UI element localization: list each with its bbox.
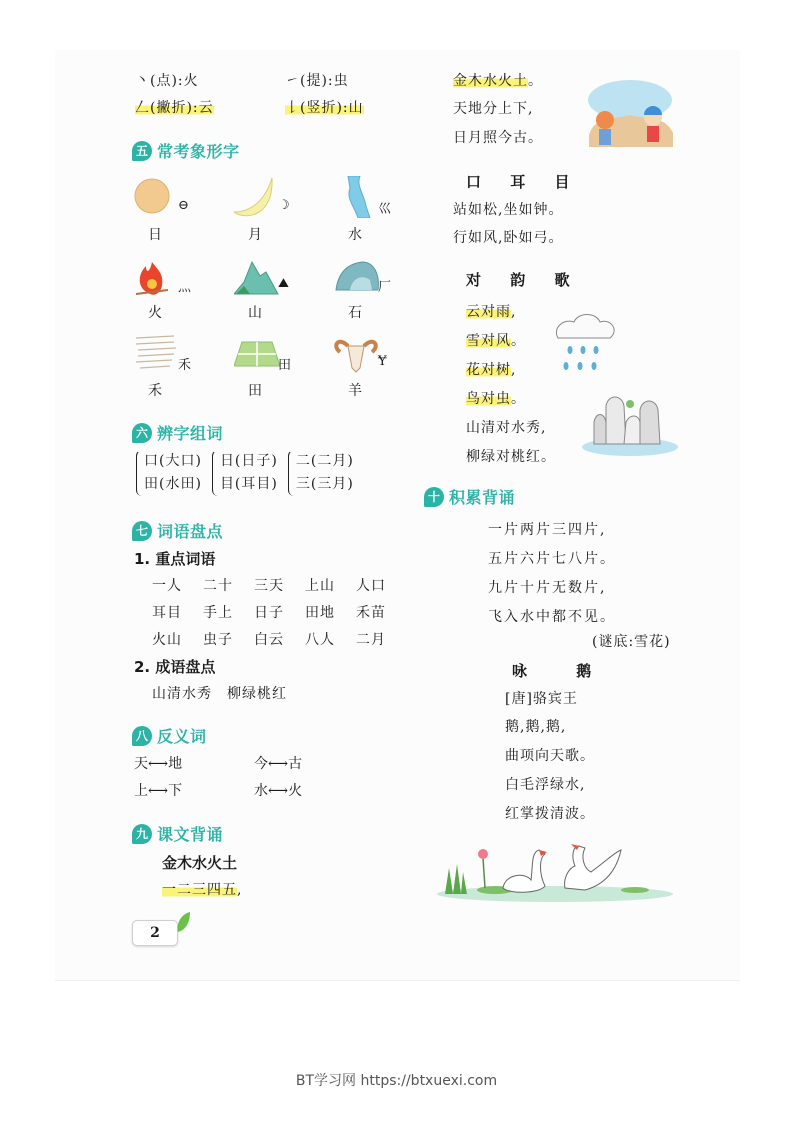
poem3-lines: 云对雨, 雪对风。 花对树, 鸟对虫。 山清对水秀, 柳绿对桃红。: [466, 304, 556, 465]
riddle-answer: (谜底:雪花): [592, 634, 671, 650]
pictograph-item: 巛 水: [330, 176, 430, 248]
word-group: 日(日子) 目(耳目): [212, 450, 278, 496]
poem-line: 站如松,坐如钟。: [453, 202, 564, 218]
poem2-title: 口 耳 目: [466, 173, 582, 191]
pictograph-item: 灬 火: [130, 254, 230, 326]
section-number-icon: 五: [132, 141, 152, 161]
section-header-antonyms: 八 反义词: [132, 724, 207, 747]
children-playing-illustration: [585, 75, 675, 160]
word-group-list: [136, 450, 364, 496]
stone-icon: [334, 254, 380, 296]
section-number-icon: 九: [132, 824, 152, 844]
pictograph-item: Ɏ 羊: [330, 332, 430, 404]
pictograph-item: 厂 石: [330, 254, 430, 326]
pictograph-grid: [130, 176, 430, 404]
poem-author: [唐]骆宾王: [505, 691, 578, 707]
mountain-water-illustration: [580, 392, 680, 457]
word-row: 火山 虫子 白云 八人 二月: [152, 632, 386, 648]
grain-icon: [134, 332, 180, 374]
word-row: 一人 二十 三天 上山 人口: [152, 578, 386, 594]
leaf-icon: [176, 912, 192, 934]
section-header-accumulation: 十 积累背诵: [424, 485, 515, 508]
word-group: 口(大口) 田(水田): [136, 450, 202, 496]
section-number-icon: 六: [132, 423, 152, 443]
antonym-row: 天⟷地 今⟷古: [134, 756, 303, 772]
antonym-list: [134, 751, 374, 805]
water-icon: [334, 176, 380, 218]
fire-icon: [134, 254, 180, 296]
mountain-icon: [234, 254, 280, 296]
page-number: 2: [132, 920, 178, 946]
site-footer: BT学习网 https://btxuexi.com: [295, 1073, 498, 1089]
poem-line: 一二三四五,: [162, 882, 243, 898]
field-icon: [234, 332, 280, 374]
antonym-row: 上⟷下 水⟷火: [134, 783, 303, 799]
geese-illustration: [435, 838, 680, 903]
poem-title: 金木水火土: [162, 854, 238, 872]
rain-cloud-illustration: [550, 310, 620, 380]
subheading-key-words: 1. 重点词语: [134, 550, 216, 568]
goose-poem: 鹅,鹅,鹅, 曲项向天歌。 白毛浮绿水, 红掌拨清波。: [505, 719, 595, 822]
moon-icon: [234, 176, 280, 218]
section-header-pictographs: 五 常考象形字: [132, 139, 240, 162]
pictograph-item: ☽ 月: [230, 176, 330, 248]
stroke-item: ㇀(提):虫: [285, 73, 349, 89]
section-header-vocab: 七 词语盘点: [132, 519, 223, 542]
goat-icon: [334, 332, 380, 374]
idioms: 山清水秀 柳绿桃红: [152, 686, 287, 702]
pictograph-item: 田 田: [230, 332, 330, 404]
pictograph-item: ⛰ 山: [230, 254, 330, 326]
stroke-item: 𠃋(撇折):云: [135, 100, 214, 116]
poem3-title: 对 韵 歌: [466, 271, 582, 289]
section-header-recitation: 九 课文背诵: [132, 822, 223, 845]
word-row: 耳目 手上 日子 田地 禾苗: [152, 605, 386, 621]
poem-line: 行如风,卧如弓。: [453, 230, 564, 246]
poem-line: 金木水火土。: [453, 73, 543, 89]
stroke-item: 丶(点):火: [135, 73, 199, 89]
section-header-distinguish: 六 辨字组词: [132, 421, 223, 444]
section-number-icon: 八: [132, 726, 152, 746]
word-group: 二(二月) 三(三月): [288, 450, 354, 496]
section-number-icon: 七: [132, 521, 152, 541]
stroke-item: 𠄌(竖折):山: [285, 100, 364, 116]
riddle: 一片两片三四片, 五片六片七八片。 九片十片无数片, 飞入水中都不见。: [488, 522, 616, 625]
sun-icon: [134, 176, 180, 218]
poem-line: 天地分上下,: [453, 101, 534, 117]
pictograph-item: 禾 禾: [130, 332, 230, 404]
vocab-block: [134, 546, 407, 708]
pictograph-item: ⊖ 日: [130, 176, 230, 248]
poem-title-goose: 咏 鹅: [512, 662, 614, 680]
section-number-icon: 十: [424, 487, 444, 507]
poem-line: 日月照今古。: [453, 130, 543, 146]
subheading-idioms: 2. 成语盘点: [134, 658, 216, 676]
